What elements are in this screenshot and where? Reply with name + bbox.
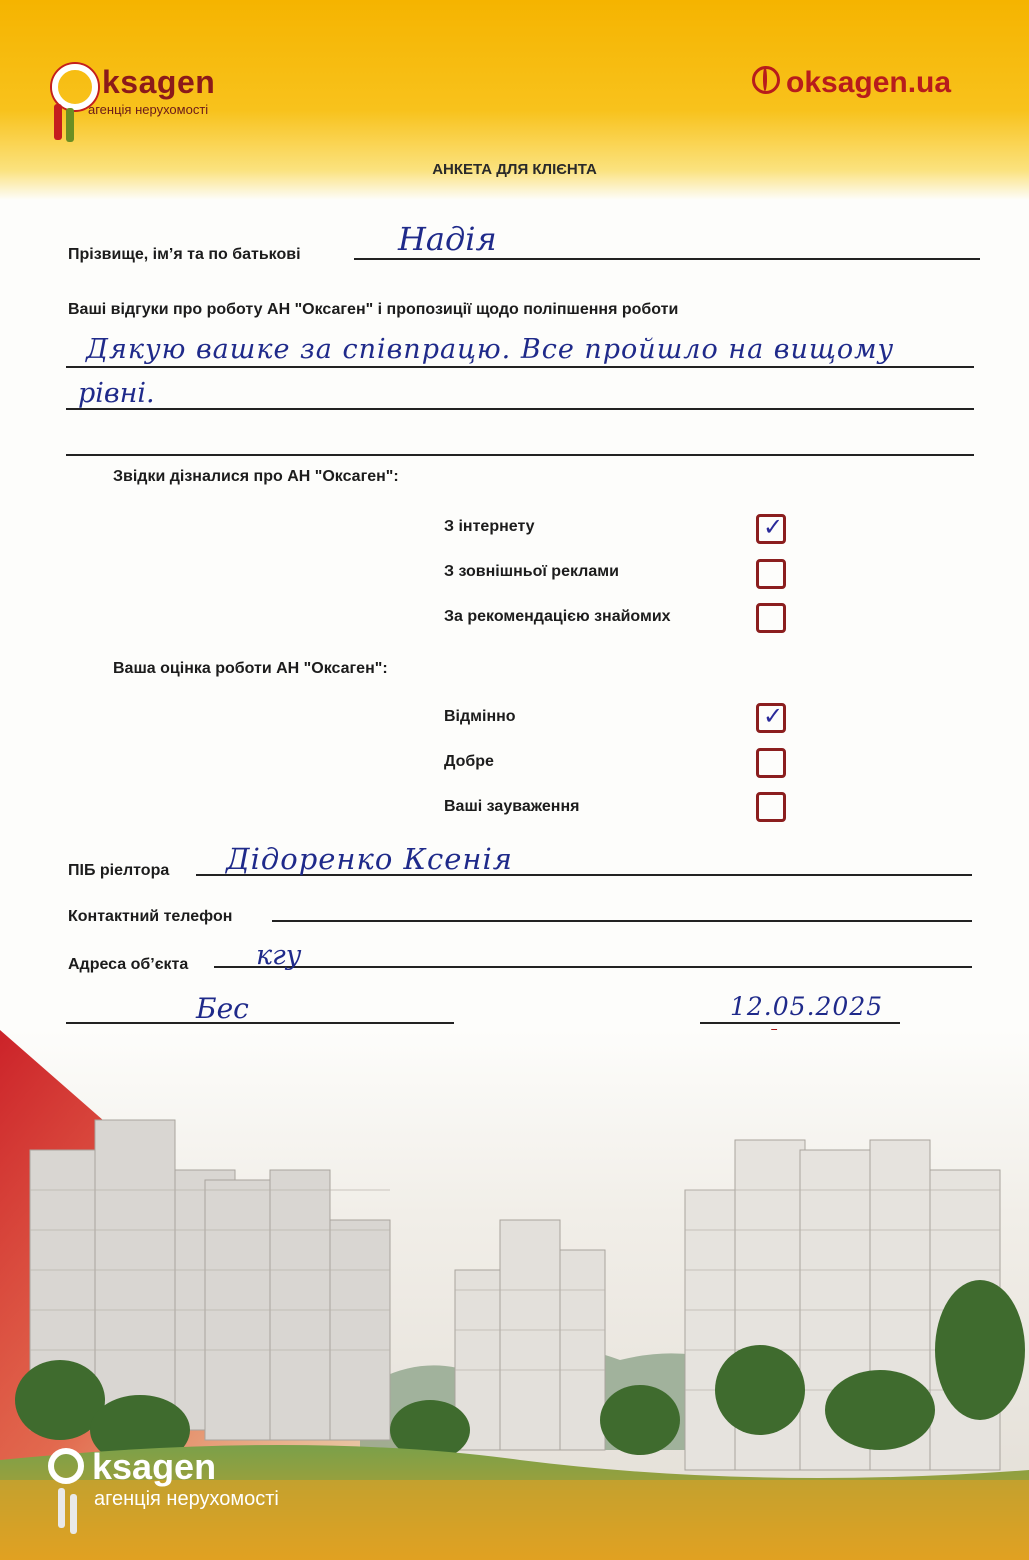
source-option-referral: За рекомендацією знайомих xyxy=(444,608,671,625)
rating-label: Ваша оцінка роботи АН "Оксаген": xyxy=(113,660,388,677)
feedback-line-2 xyxy=(66,408,974,410)
name-label: Прізвище, ім’я та по батькові xyxy=(68,246,301,263)
source-referral-checkbox[interactable] xyxy=(756,603,786,633)
checkmark-icon: ✓ xyxy=(763,513,784,541)
footer-logo-ring-icon xyxy=(48,1448,84,1484)
source-label: Звідки дізналися про АН "Оксаген": xyxy=(113,468,399,485)
phone-line xyxy=(272,920,972,922)
form-title: АНКЕТА ДЛЯ КЛІЄНТА xyxy=(432,161,597,178)
footer-key-icon-2 xyxy=(70,1494,77,1534)
realtor-label: ПІБ ріелтора xyxy=(68,862,170,879)
key-icon-green xyxy=(66,108,74,142)
feedback-text-1: Дякую вашке за співпрацю. Все пройшло на вищому xyxy=(86,334,895,365)
globe-icon xyxy=(752,66,780,94)
rating-remarks-checkbox[interactable] xyxy=(756,792,786,822)
name-line xyxy=(354,258,980,260)
footer-logo xyxy=(48,1446,308,1556)
signature-line xyxy=(66,1022,454,1024)
realtor-value: Дідоренко Ксенія xyxy=(226,842,513,876)
brand-logo xyxy=(42,58,242,150)
address-line xyxy=(214,966,972,968)
rating-option-remarks: Ваші зауваження xyxy=(444,798,580,815)
source-option-internet: З інтернету xyxy=(444,518,535,535)
signature-value: Бес xyxy=(196,992,249,1025)
source-option-ads: З зовнішньої реклами xyxy=(444,563,619,580)
name-value: Надія xyxy=(398,220,497,258)
date-value: 12.05.2025 xyxy=(730,992,884,1021)
feedback-line-1 xyxy=(66,366,974,368)
key-icon xyxy=(54,104,62,140)
address-label: Адреса об’єкта xyxy=(68,956,189,973)
logo-wordmark: ksagen xyxy=(102,64,216,100)
rating-excellent-checkbox[interactable] xyxy=(756,703,786,733)
address-value: кгу xyxy=(256,940,302,971)
rating-option-good: Добре xyxy=(444,753,494,770)
feedback-label: Ваші відгуки про роботу АН "Оксаген" і пропозиції щодо поліпшення роботи xyxy=(68,301,679,318)
rating-option-excellent: Відмінно xyxy=(444,708,516,725)
footer-logo-tagline: агенція нерухомості xyxy=(94,1488,279,1510)
phone-label: Контактний телефон xyxy=(68,908,233,925)
source-internet-checkbox[interactable] xyxy=(756,514,786,544)
website-link xyxy=(752,66,951,100)
footer-key-icon xyxy=(58,1488,65,1528)
feedback-text-2: рівні. xyxy=(78,378,155,409)
logo-tagline: агенція нерухомості xyxy=(88,102,209,117)
website-text: oksagen.ua xyxy=(786,66,952,99)
date-line xyxy=(700,1022,900,1024)
checkmark-icon: ✓ xyxy=(763,702,784,730)
footer-logo-wordmark: ksagen xyxy=(92,1446,217,1487)
source-ads-checkbox[interactable] xyxy=(756,559,786,589)
rating-good-checkbox[interactable] xyxy=(756,748,786,778)
feedback-line-3 xyxy=(66,454,974,456)
